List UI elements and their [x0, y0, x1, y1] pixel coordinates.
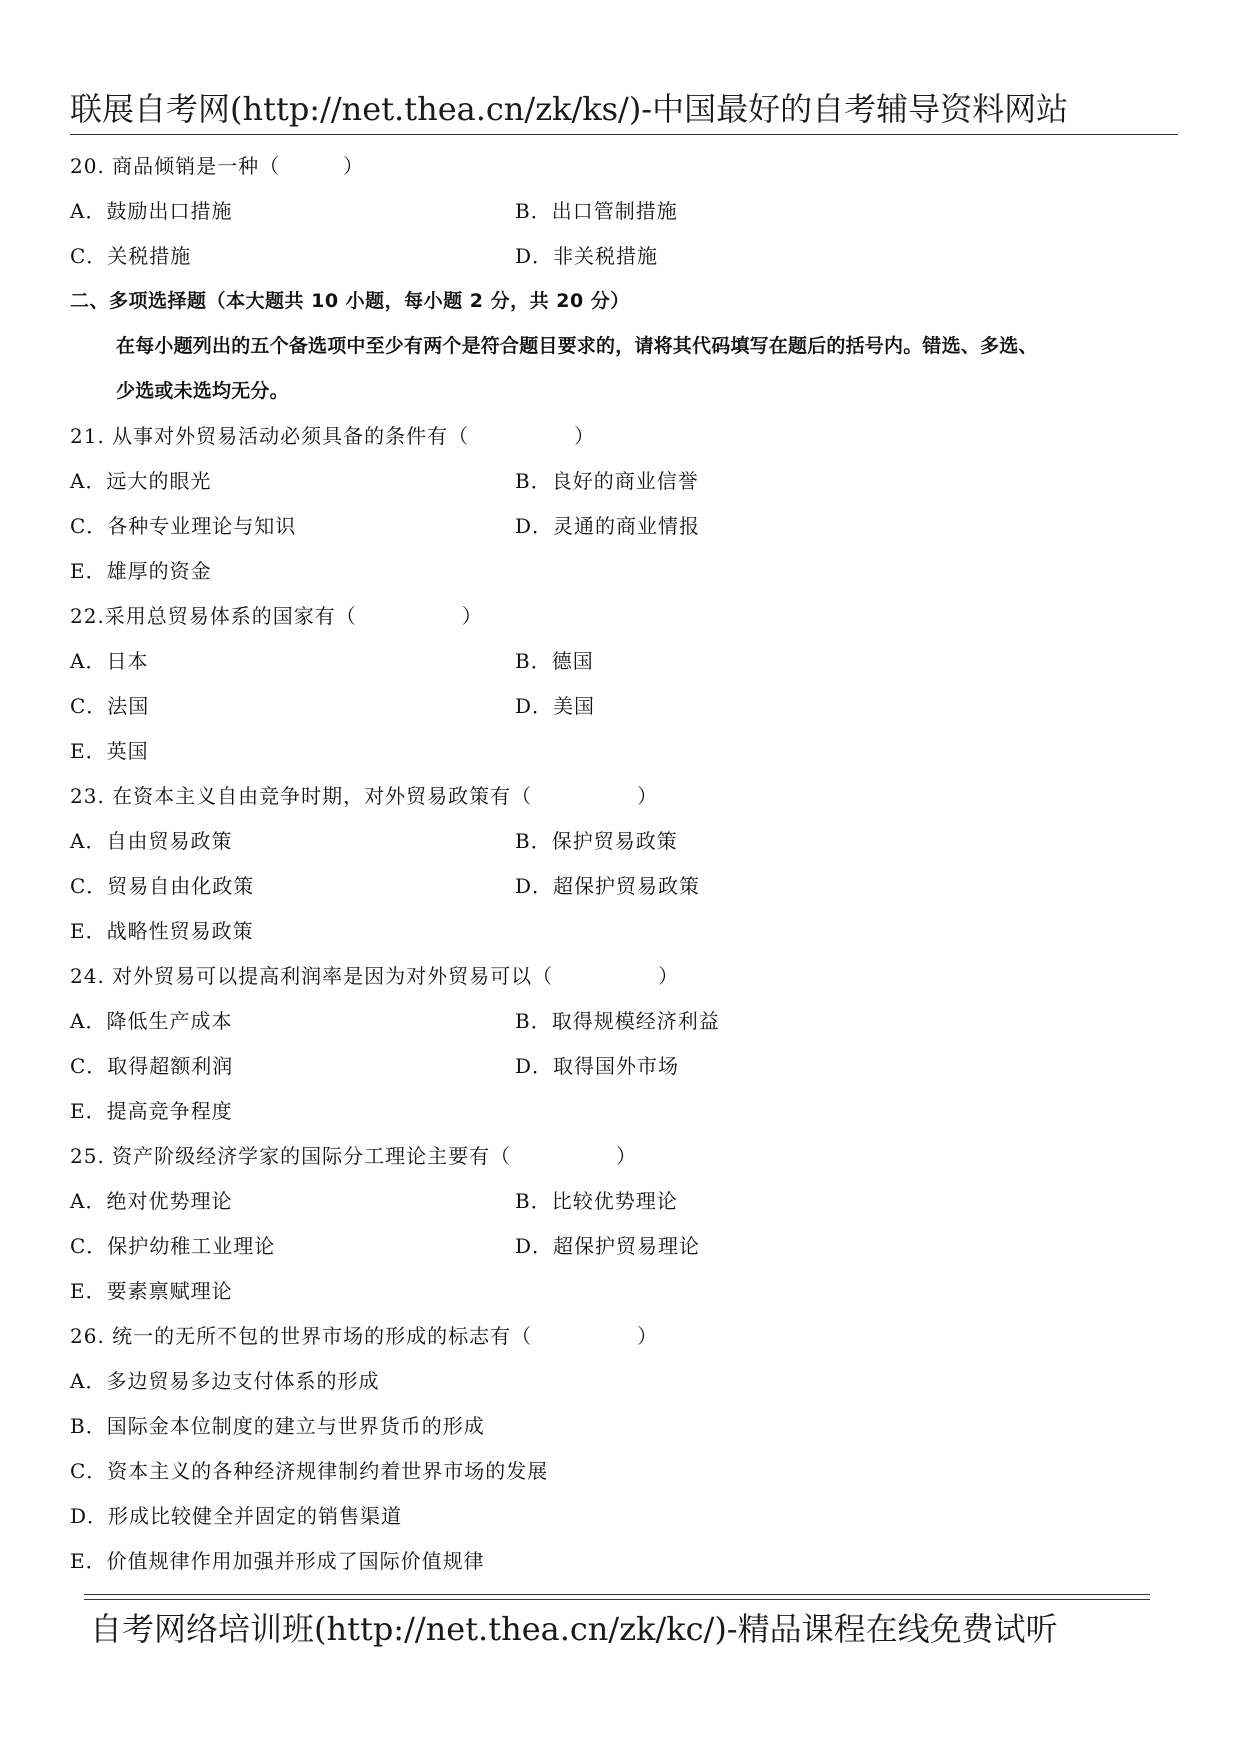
question-23-option-e: E．战略性贸易政策 [70, 919, 254, 943]
question-24-options-row-2 [70, 1048, 1180, 1093]
question-20-option-a: A．鼓励出口措施 [70, 199, 233, 223]
question-25-stem: 25. 资产阶级经济学家的国际分工理论主要有（ ） [70, 1144, 638, 1168]
section-2-title: 二、多项选择题（本大题共 10 小题，每小题 2 分，共 20 分） [70, 290, 630, 312]
question-22-option-d: D．美国 [515, 694, 596, 718]
question-21-option-a: A．远大的眼光 [70, 469, 212, 493]
question-23-options-row-2 [70, 868, 1180, 913]
question-26-option-d: D．形成比较健全并固定的销售渠道 [70, 1504, 403, 1528]
question-26-option-a: A．多边贸易多边支付体系的形成 [70, 1369, 380, 1393]
question-22-option-b: B．德国 [515, 649, 594, 673]
section-2-instruction-line-1: 在每小题列出的五个备选项中至少有两个是符合题目要求的，请将其代码填写在题后的括号内。错选、多选、 [116, 335, 1038, 357]
question-23-stem: 23. 在资本主义自由竞争时期，对外贸易政策有（ ） [70, 784, 659, 808]
question-22-option-a: A．日本 [70, 649, 149, 673]
question-20-options-row-2 [70, 238, 1180, 283]
question-20-options-row-1 [70, 193, 1180, 238]
question-22-options-row-2 [70, 688, 1180, 733]
question-26-option-b: B．国际金本位制度的建立与世界货币的形成 [70, 1414, 485, 1438]
question-24-option-a: A．降低生产成本 [70, 1009, 233, 1033]
question-24-option-c: C．取得超额利润 [70, 1054, 234, 1078]
page-footer: 自考网络培训班(http://net.thea.cn/zk/kc/)-精品课程在线免费试听 [90, 1610, 1058, 1648]
question-26-option-c: C．资本主义的各种经济规律制约着世界市场的发展 [70, 1459, 549, 1483]
question-21-option-c: C．各种专业理论与知识 [70, 514, 297, 538]
question-22-options-row-1 [70, 643, 1180, 688]
header-divider [70, 134, 1178, 135]
question-25-options-row-1 [70, 1183, 1180, 1228]
exam-content [70, 148, 1180, 1588]
question-25-option-e: E．要素禀赋理论 [70, 1279, 233, 1303]
question-20-stem: 20. 商品倾销是一种（ ） [70, 154, 365, 178]
question-22-option-e: E．英国 [70, 739, 149, 763]
question-24-options-row-1 [70, 1003, 1180, 1048]
question-24-option-d: D．取得国外市场 [515, 1054, 680, 1078]
question-25-option-a: A．绝对优势理论 [70, 1189, 233, 1213]
question-24-option-e: E．提高竞争程度 [70, 1099, 233, 1123]
page-header: 联展自考网(http://net.thea.cn/zk/ks/)-中国最好的自考辅导资料网站 [70, 90, 1069, 128]
question-21-option-e: E．雄厚的资金 [70, 559, 212, 583]
question-23-option-c: C．贸易自由化政策 [70, 874, 255, 898]
question-23-option-b: B．保护贸易政策 [515, 829, 678, 853]
footer-divider-top [84, 1594, 1150, 1595]
question-26-stem: 26. 统一的无所不包的世界市场的形成的标志有（ ） [70, 1324, 659, 1348]
question-22-stem: 22.采用总贸易体系的国家有（ ） [70, 604, 483, 628]
question-24-stem: 24. 对外贸易可以提高利润率是因为对外贸易可以（ ） [70, 964, 680, 988]
section-2-instruction-line-2: 少选或未选均无分。 [116, 380, 289, 402]
question-25-option-d: D．超保护贸易理论 [515, 1234, 701, 1258]
question-21-options-row-2 [70, 508, 1180, 553]
question-25-option-c: C．保护幼稚工业理论 [70, 1234, 276, 1258]
question-22-option-c: C．法国 [70, 694, 150, 718]
question-23-option-a: A．自由贸易政策 [70, 829, 233, 853]
question-25-options-row-2 [70, 1228, 1180, 1273]
question-26-option-e: E．价值规律作用加强并形成了国际价值规律 [70, 1549, 485, 1573]
question-20-option-b: B．出口管制措施 [515, 199, 678, 223]
question-20-option-c: C．关税措施 [70, 244, 192, 268]
question-24-option-b: B．取得规模经济利益 [515, 1009, 720, 1033]
question-21-option-b: B．良好的商业信誉 [515, 469, 699, 493]
question-20-option-d: D．非关税措施 [515, 244, 659, 268]
question-21-option-d: D．灵通的商业情报 [515, 514, 701, 538]
footer-divider-bottom [84, 1599, 1150, 1600]
question-25-option-b: B．比较优势理论 [515, 1189, 678, 1213]
question-23-option-d: D．超保护贸易政策 [515, 874, 701, 898]
question-21-stem: 21. 从事对外贸易活动必须具备的条件有（ ） [70, 424, 596, 448]
question-21-options-row-1 [70, 463, 1180, 508]
question-23-options-row-1 [70, 823, 1180, 868]
